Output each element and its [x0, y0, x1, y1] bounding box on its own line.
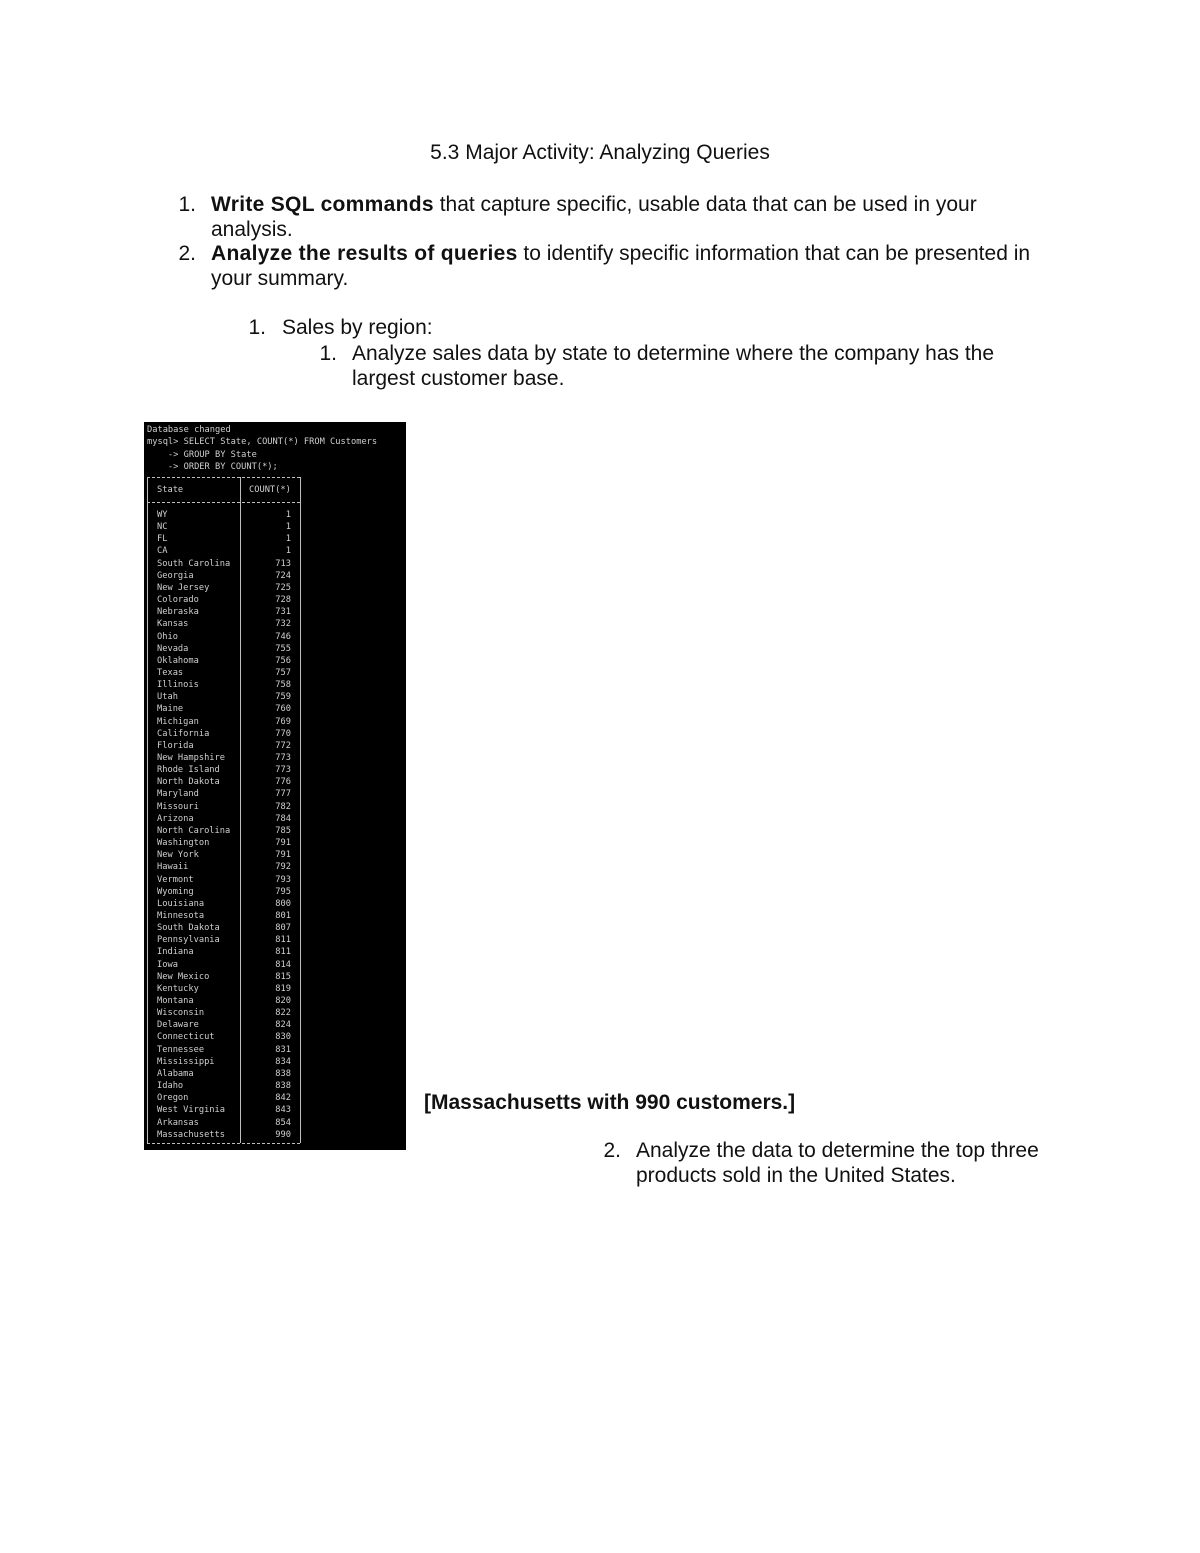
item-2-number: 2.: [603, 1139, 621, 1162]
table-border-header: [147, 502, 300, 503]
table-row-count: 773: [275, 753, 291, 763]
task-1-bold: Write SQL commands: [211, 193, 434, 216]
table-row-count: 757: [275, 667, 291, 678]
table-row-state: Louisiana: [157, 898, 205, 909]
header-count: COUNT(*): [249, 485, 291, 495]
table-row-state: Iowa: [157, 959, 178, 970]
table-row-count: 795: [275, 886, 291, 897]
table-row-count: 784: [275, 813, 291, 824]
table-row-count: 769: [275, 716, 291, 727]
table-row-count: 811: [275, 935, 291, 946]
table-row-count: 728: [275, 595, 291, 606]
task-2-text: [211, 241, 1111, 266]
table-row-state: Michigan: [157, 716, 199, 727]
table-row-state: Wyoming: [157, 886, 194, 897]
table-row-count: 830: [275, 1032, 291, 1043]
table-row-state: Ohio: [157, 631, 178, 642]
item-2-line-1: Analyze the data to determine the top three: [636, 1139, 1039, 1162]
table-row-state: Alabama: [157, 1068, 194, 1079]
table-row-state: Missouri: [157, 801, 199, 812]
table-row-state: Indiana: [157, 947, 194, 958]
table-row-state: Minnesota: [157, 910, 205, 921]
terminal-command-line: -> ORDER BY COUNT(*);: [147, 461, 278, 472]
table-row-count: 814: [275, 959, 291, 970]
table-row-count: 772: [275, 740, 291, 751]
table-row-count: 725: [275, 582, 291, 593]
table-row-state: North Dakota: [157, 777, 220, 788]
table-row-state: Hawaii: [157, 862, 189, 873]
table-border-bottom: [147, 1143, 300, 1144]
table-row-count: 746: [275, 631, 291, 642]
table-row-count: 1: [285, 510, 291, 520]
table-row-state: Maryland: [157, 789, 199, 800]
table-row-state: Kansas: [157, 619, 189, 630]
table-border-left: [147, 477, 148, 1143]
table-row-count: 756: [275, 655, 291, 666]
table-row-count: 785: [275, 825, 291, 836]
table-row-state: Arkansas: [157, 1117, 199, 1128]
table-row-state: New Jersey: [157, 582, 210, 593]
table-row-state: WY: [157, 510, 168, 520]
table-row-count: 1: [285, 522, 291, 533]
table-row-state: Montana: [157, 996, 194, 1006]
section-number: 1.: [248, 316, 266, 339]
table-row-state: Colorado: [157, 595, 199, 606]
table-row-state: Massachusetts: [157, 1129, 225, 1140]
table-row-count: 854: [275, 1117, 291, 1128]
task-1-rest: that capture specific, usable data that can be used in your: [433, 193, 977, 216]
table-row-state: North Carolina: [157, 825, 231, 836]
table-row-state: West Virginia: [157, 1105, 225, 1116]
table-row-count: 815: [275, 971, 291, 982]
table-row-state: Mississippi: [157, 1056, 215, 1067]
table-row-count: 824: [275, 1020, 291, 1031]
item-2-line-2: products sold in the United States.: [636, 1164, 956, 1187]
subitem-line-2: largest customer base.: [352, 367, 565, 390]
table-row-count: 831: [275, 1044, 291, 1055]
table-row-state: New Mexico: [157, 971, 210, 982]
page-title: 5.3 Major Activity: Analyzing Queries: [430, 141, 770, 164]
table-row-count: 800: [275, 898, 291, 909]
table-row-count: 770: [275, 728, 291, 739]
table-row-state: CA: [157, 546, 168, 557]
task-2-bold: Analyze the results of queries: [211, 242, 518, 265]
terminal-command-line: Database changed: [147, 425, 231, 435]
table-row-count: 773: [275, 765, 291, 776]
table-row-state: Oklahoma: [157, 655, 199, 666]
table-row-count: 1: [285, 546, 291, 557]
table-border-right: [300, 477, 301, 1143]
table-row-count: 820: [275, 996, 291, 1006]
table-row-count: 843: [275, 1105, 291, 1116]
table-row-state: Oregon: [157, 1093, 189, 1104]
table-row-state: Delaware: [157, 1020, 199, 1031]
table-row-state: Arizona: [157, 813, 194, 824]
table-row-count: 842: [275, 1093, 291, 1104]
table-row-count: 792: [275, 862, 291, 873]
table-row-state: Wisconsin: [157, 1008, 205, 1019]
table-row-state: South Dakota: [157, 923, 220, 934]
header-state: State: [157, 485, 184, 495]
table-row-count: 791: [275, 838, 291, 849]
table-row-state: Connecticut: [157, 1032, 215, 1043]
subitem-line-1: Analyze sales data by state to determine where the company has the: [352, 342, 995, 365]
table-row-state: Kentucky: [157, 983, 199, 994]
table-row-state: Vermont: [157, 874, 194, 885]
table-row-count: 755: [275, 643, 291, 654]
table-row-count: 807: [275, 923, 291, 934]
table-row-count: 731: [275, 607, 291, 618]
table-row-count: 782: [275, 801, 291, 812]
table-row-state: Rhode Island: [157, 765, 220, 776]
table-row-state: Pennsylvania: [157, 935, 220, 946]
table-row-state: Georgia: [157, 570, 194, 581]
table-row-state: New York: [157, 850, 199, 861]
table-row-count: 713: [275, 558, 291, 569]
table-row-count: 822: [275, 1008, 291, 1019]
mysql-terminal-screenshot: [144, 422, 406, 1150]
table-row-count: 838: [275, 1068, 291, 1079]
section-label: Sales by region:: [282, 316, 433, 339]
table-row-count: 724: [275, 570, 291, 581]
table-row-count: 1: [285, 534, 291, 545]
table-row-state: Tennessee: [157, 1044, 205, 1055]
table-row-state: NC: [157, 522, 168, 533]
table-row-count: 819: [275, 983, 291, 994]
table-border-top: [147, 477, 300, 478]
task-1-continuation: analysis.: [211, 218, 293, 241]
table-row-count: 990: [275, 1129, 291, 1140]
task-1-number: 1.: [178, 193, 196, 216]
task-2-continuation: your summary.: [211, 267, 349, 290]
table-row-state: Nebraska: [157, 607, 199, 618]
table-row-state: California: [157, 728, 210, 739]
table-row-count: 834: [275, 1056, 291, 1067]
table-row-count: 758: [275, 680, 291, 691]
task-1-text: [211, 192, 1111, 217]
table-row-state: Texas: [157, 667, 184, 678]
table-row-state: Nevada: [157, 643, 189, 654]
table-row-count: 838: [275, 1081, 291, 1092]
table-row-state: Maine: [157, 704, 184, 715]
subitem-number: 1.: [319, 342, 337, 365]
table-row-state: South Carolina: [157, 558, 231, 569]
table-row-state: New Hampshire: [157, 753, 225, 763]
terminal-command-line: mysql> SELECT State, COUNT(*) FROM Customers: [147, 437, 378, 448]
answer-text: [Massachusetts with 990 customers.]: [424, 1091, 796, 1114]
task-2-rest: to identify specific information that can be presented in: [517, 242, 1031, 265]
table-row-count: 759: [275, 692, 291, 703]
table-row-state: Idaho: [157, 1081, 184, 1092]
table-row-count: 793: [275, 874, 291, 885]
table-row-count: 811: [275, 947, 291, 958]
table-row-count: 791: [275, 850, 291, 861]
table-row-count: 732: [275, 619, 291, 630]
table-row-count: 760: [275, 704, 291, 715]
table-row-state: Utah: [157, 692, 178, 703]
table-row-state: Florida: [157, 740, 194, 751]
table-row-state: Illinois: [157, 680, 199, 691]
table-row-count: 776: [275, 777, 291, 788]
terminal-command-line: -> GROUP BY State: [147, 449, 257, 460]
table-row-count: 801: [275, 910, 291, 921]
table-row-count: 777: [275, 789, 291, 800]
table-border-middle: [240, 477, 241, 1143]
task-2-number: 2.: [178, 242, 196, 265]
table-row-state: FL: [157, 534, 168, 545]
table-row-state: Washington: [157, 838, 210, 849]
